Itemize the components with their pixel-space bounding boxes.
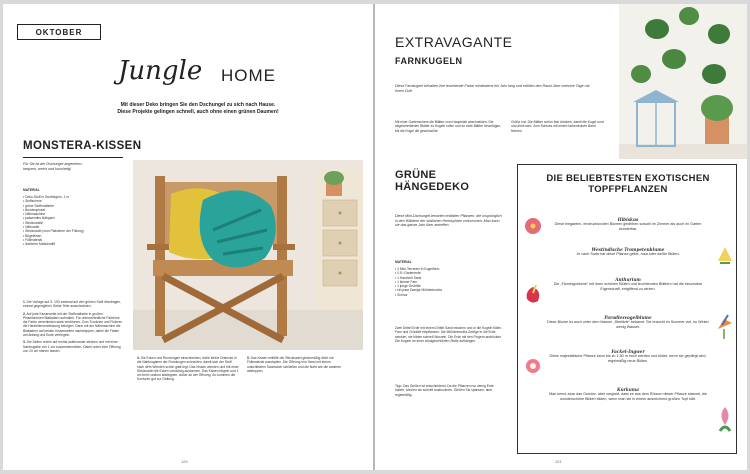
hanging-material-label: MATERIAL (395, 260, 412, 264)
steps-column-1 (23, 300, 123, 353)
hanging-material-list (395, 267, 503, 297)
plant-description: Diese eleganten, eindrucksvollen Blumen gedeihen sowohl im Zimmer als auch im Garten wunderbar. (554, 222, 702, 231)
step-2 (23, 312, 123, 338)
hanging-intro: Diese Mini-Dschungel-terrarien entfalten Pflanzen, die ursprünglich in den Wäldern der südlichen Hemisphäre vorkommen. Man kann sie das ganze Jahr über antreffen. (395, 214, 502, 228)
step-number: 1. (23, 300, 26, 304)
list-item: • Füllmaterial (23, 237, 43, 242)
step-text: Die Vorlage auf S. 193 zweimal auf den grünen Stoff übertragen, einmal gegengleich. Beide Teile ausschneiden. (23, 300, 122, 309)
list-item: • Schnur (395, 292, 408, 297)
list-item: • Nähnadel (23, 225, 40, 230)
plants-box (517, 164, 737, 454)
bird-of-paradise-icon (714, 313, 736, 339)
step-text: Die Ecken und Rundungen einschneiden, dafür kleine Dreiecke in die Nahtzugaben der Rundungen schneiden, damit sich der Stoff nach dem Wenden schön glatt legt. Das Kissen wenden und mit einer Stricknadel die Ecken vorsichtig ausformen. Das Kissen bügeln und 1 cm breit rundum absteppen, außer an der Öffnung. So kommen die Konturen gut zur Geltung. (137, 356, 239, 382)
step-text: Auf jede Kissenseite mit der Stoffmalfarbe in großen Pinselstrichen Blattadern aufmalen. Für unterschiedliche Farbtöne die Farbe verschieden stark verdünnen. Zum Trocknen und Fixieren die Herstellerverwieisung befolgen. Dann mit der Nähmaschine die Blattadern auf beiden Kissenseiten nachsteppen, dabei die Fäden am Anfang und Ende verriegeln. (23, 311, 123, 338)
plant-name: Anthurium (615, 277, 641, 282)
step-1 (23, 300, 123, 309)
plant-description: Diese majestätische Pflanze kann bis zu 1,50 m hoch werden und bildet, wenn sie gepflegt wird, regelmäßig neue Blüten. (549, 354, 707, 363)
plants-heading (518, 173, 738, 195)
hanging-title-line-2: HÄNGEDEKO (395, 181, 470, 193)
list-item: • ein paar Zweige Mühlenbeckia (395, 288, 442, 293)
lead-line-1: Für Sie ist der Dschungel angenehm: (23, 162, 83, 166)
lead-line-2: bequem, weich und kuschelig! (23, 166, 72, 171)
step-number: 2. (23, 311, 26, 316)
curcuma-icon (714, 403, 736, 437)
steps-column-3 (247, 356, 349, 373)
torch-ginger-icon (522, 355, 544, 379)
list-item: • Borstenpinsel (23, 207, 46, 212)
list-item: • passendes Nähgarn (23, 216, 55, 221)
fern-balls-illustration (619, 4, 747, 159)
plant-name: Fackel-Ingwer (611, 349, 645, 354)
steps-column-2 (137, 356, 239, 382)
plant-entry-6 (546, 387, 710, 401)
fern-col-2: Größe hat. Die Blätter schön fest drücken, damit die Kugel rund und dicht wird. Zum Schluss mit einem farbenfrohen Band fixieren. (511, 120, 604, 133)
material-label: MATERIAL (23, 188, 40, 192)
list-item: • 1 junge Grünlilie (395, 284, 421, 289)
step-text: Das Kissen mithilfe der Stricknadel gleichmäßig dicht mit Füllmaterial ausstopfen. Die Öffnung von Hand mit einem unsichtbaren Saumstich schließen und die Naht wie die anderen absteppen. (247, 356, 342, 373)
section-heading: MONSTERA-KISSEN (23, 140, 142, 152)
section-tag: OKTOBER (17, 24, 101, 40)
plants-heading-line-2: TOPFPFLANZEN (588, 184, 668, 195)
page-number-left: 120 (181, 459, 188, 464)
title-script: Jungle (118, 56, 203, 86)
step-number: 5. (247, 356, 250, 360)
list-item: • Bügeleisen (23, 233, 42, 238)
list-item: • 0,5 l Gartenerde (395, 271, 421, 276)
intro-line-1: Mit dieser Deko bringen Sie den Dschungel zu sich nach Hause. (120, 102, 276, 108)
step-number: 3. (23, 340, 26, 345)
trumpet-flower-icon (714, 243, 736, 265)
hibiscus-icon (522, 215, 544, 237)
fern-title: EXTRAVAGANTE (395, 34, 513, 50)
fern-balls-photo (619, 4, 747, 159)
list-item: • 1 kleiner Farn (395, 279, 418, 284)
plants-heading-line-1: DIE BELIEBTESTEN EXOTISCHEN (546, 173, 710, 184)
material-list (23, 195, 123, 247)
step-3 (23, 340, 123, 353)
lead-text (23, 162, 118, 171)
plant-name: Westindische Trompetenblume (591, 247, 665, 252)
chair-pillow-photo (133, 160, 363, 350)
plant-description: Diese Blume ist auch unter dem Namen „Strelitzie“ bekannt. Sie braucht im Sommer viel, im Winter wenig Wasser. (547, 320, 709, 329)
list-item: • Ikeliicher Markierstift (23, 242, 56, 247)
fern-intro: Diese Farnkugeln behalten ihre leuchtende Farbe mindestens ein Jahr lang und erfüllen den Raum über mehrere Tage mit ihrem Duft. (395, 84, 590, 93)
hanging-steps: Zwei Drittel Erde mit einem Drittel Sand mischen und in die Kugeln füllen. Farn und Grünlilie einpflanzen. Die Mühlenbeckia-Zweige in die Erde stecken, sie bilden schnell Wurzeln. Die Erde mit den Fingern andrücken. Die Kugeln an einer windgeschützten Stelle aufhängen. (395, 326, 503, 343)
list-item: • Deko-Stoff in Dunkelgrün, 1 m (23, 195, 70, 199)
plant-entry-4 (546, 315, 710, 329)
plant-description: Die „Flamingoblume“ mit ihren schönen Blüten und leuchtenden Blättern hat die besondere Eigenschaft, entgiftend zu wirken. (553, 282, 703, 291)
intro-text (88, 102, 308, 116)
step-text: Die Seiten rechts auf rechts aufeinander stecken und mit einer Nahtzugabe von 1 cm zusammennähen. Dabei unten eine Öffnung von 20 cm stehen lassen. (23, 340, 121, 353)
list-item: • Stricknadel (zum Platzieren der Füllung) (23, 229, 84, 234)
right-page (375, 4, 747, 470)
hanging-tip: Tipp: Das Gießen ist entscheidend: Da die Pflanzen nur wenig Erde haben, können sie schnell austrocknen. Gießen Sie sparsam, aber regelmäßig. (395, 384, 494, 397)
step-4 (137, 356, 239, 382)
plant-name: Hibiskus (617, 217, 639, 222)
plant-description: Man kennt zwar das Gewürz, aber vergisst, dass es aus dem Rhizom dieser Pflanze stammt, die wunderschöne Blüten bilden, wenn man sie in einem ausreichend großen Topf hält. (549, 392, 707, 401)
list-item: • grüne Stoffmalfarbe (23, 203, 54, 208)
step-number: 4. (137, 356, 140, 360)
fern-col-1: Mit einer Gartenschere die Blätter vom Hauptstiel abschneiden. Die abgeschnittenen Blätter zu Kugeln rollen und so viele Blätter hinzufügen, bis die Kugel die gewünschte (395, 120, 502, 133)
plant-entry-5 (546, 349, 710, 363)
step-5 (247, 356, 349, 373)
title-caps: HOME (221, 66, 276, 85)
plant-entry-3 (546, 277, 710, 291)
plant-description: Je nach Sorte hat diese Pflanze gelbe, rosa oder weiße Blüten. (576, 252, 680, 256)
plant-name: Kurkuma (617, 387, 639, 392)
list-item: • Stecknadeln (23, 220, 44, 225)
hanging-title (395, 169, 469, 193)
list-item: • Stoffschere (23, 199, 42, 204)
left-page (3, 4, 373, 470)
heading-underline (23, 157, 123, 158)
intro-line-2: Diese Projekte gelingen schnell, auch ohne einen grünen Daumen! (117, 109, 279, 115)
plant-name: Paradiesvogelblume (604, 315, 652, 320)
hanging-title-line-1: GRÜNE (395, 169, 437, 181)
list-item: • 3 Mini-Terrarien in Kugelform (395, 267, 440, 271)
fern-subtitle: FARNKUGELN (395, 56, 463, 66)
anthurium-icon (522, 283, 544, 307)
chair-illustration (133, 160, 363, 350)
page-number-right: 121 (555, 459, 562, 464)
plant-entry-2 (546, 247, 710, 257)
plant-entry-1 (546, 217, 710, 231)
list-item: • Nähmaschine (23, 212, 46, 217)
list-item: • 1 Handvoll Sand (395, 275, 422, 280)
